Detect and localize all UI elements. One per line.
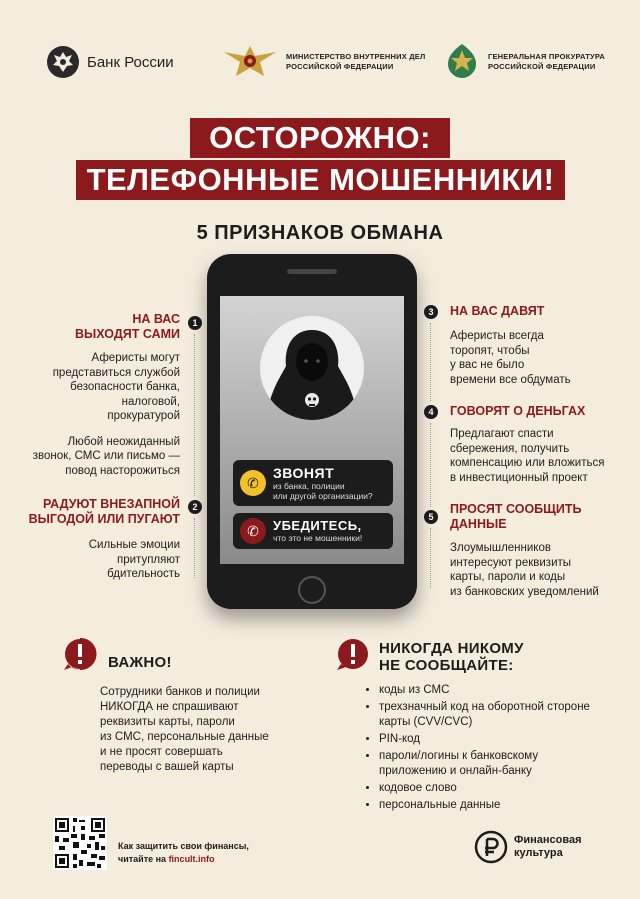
call-1-sub-2: или другой организации? <box>273 491 373 501</box>
exclamation-icon <box>62 636 98 672</box>
sign-3 <box>450 304 620 387</box>
sign-3-number: 3 <box>424 305 438 319</box>
never-tell-list <box>365 683 594 815</box>
list-item: • пароли/логины к банковскому приложению и онлайн-банку <box>379 749 594 779</box>
footer-text: Как защитить свои финансы, читайте на fincult.info <box>118 841 249 864</box>
title-line1: ОСТОРОЖНО: <box>190 118 450 158</box>
sign-1 <box>20 312 180 478</box>
sign-3-text: Аферисты всегда торопят, чтобы у вас не было времени все обдумать <box>450 330 571 386</box>
sign-5-text: Злоумышленников интересуют реквизиты карты, пароли и коды из банковских уведомлений <box>450 542 599 598</box>
sign-2-text: Сильные эмоции притупляют бдительность <box>88 539 180 580</box>
sign-3-title: НА ВАС ДАВЯТ <box>450 304 545 318</box>
sign-2 <box>20 497 180 582</box>
fincult-link[interactable]: fincult.info <box>168 854 215 864</box>
sign-1-text-1: Аферисты могут представиться службой безопасности банка, налоговой, прокуратурой <box>52 352 180 422</box>
divider-line <box>430 423 431 507</box>
sign-5 <box>450 502 620 599</box>
call-2-title: УБЕДИТЕСЬ, <box>273 518 362 533</box>
prosecutor-name: ГЕНЕРАЛЬНАЯ ПРОКУРАТУРА РОССИЙСКОЙ ФЕДЕРАЦИИ <box>488 52 606 71</box>
phone-decline-icon: ✆ <box>247 523 259 539</box>
list-item: • PIN-код <box>379 732 594 747</box>
call-2-sub: что это не мошенники! <box>273 533 363 543</box>
sign-4 <box>450 404 620 485</box>
phone-speaker <box>287 269 337 274</box>
sign-5-title: ПРОСЯТ СООБЩИТЬ ДАННЫЕ <box>450 502 582 531</box>
sign-1-text-2: Любой неожиданный звонок, СМС или письмо — повод насторожиться <box>32 435 180 477</box>
list-item: • трехзначный код на оборотной стороне карты (CVV/CVC) <box>379 700 594 730</box>
sign-2-title: РАДУЮТ ВНЕЗАПНОЙ ВЫГОДОЙ ИЛИ ПУГАЮТ <box>28 497 180 526</box>
list-item: • кодовое слово <box>379 781 594 796</box>
sign-5-number: 5 <box>424 510 438 524</box>
exclamation-icon <box>335 636 371 672</box>
list-item: • персональные данные <box>379 798 594 813</box>
sign-4-title: ГОВОРЯТ О ДЕНЬГАХ <box>450 404 586 418</box>
important-text: Сотрудники банков и полиции НИКОГДА не спрашивают реквизиты карты, пароли из СМС, персональные данные и не просят совершать переводы с вашей карты <box>100 686 269 773</box>
bank-name: Банк России <box>87 54 174 71</box>
answer-button[interactable] <box>240 470 266 496</box>
fincult-ruble-icon <box>474 830 508 864</box>
incoming-call-bar <box>233 460 393 506</box>
qr-code-icon <box>53 816 107 870</box>
divider-line <box>194 334 195 496</box>
never-tell-title: НИКОГДА НИКОМУ НЕ СООБЩАЙТЕ: <box>379 640 524 674</box>
sign-1-title: НА ВАС ВЫХОДЯТ САМИ <box>75 312 180 341</box>
important-title: ВАЖНО! <box>108 654 172 671</box>
mvd-emblem-icon <box>222 42 278 80</box>
fincult-brand: Финансовая культура <box>514 834 582 859</box>
divider-line <box>430 323 431 401</box>
mvd-name: МИНИСТЕРСТВО ВНУТРЕННИХ ДЕЛ РОССИЙСКОЙ ФЕДЕРАЦИИ <box>286 52 426 71</box>
hacker-avatar <box>260 316 364 420</box>
subtitle: 5 ПРИЗНАКОВ ОБМАНА <box>196 222 444 244</box>
title-line2: ТЕЛЕФОННЫЕ МОШЕННИКИ! <box>76 160 565 200</box>
prosecutor-emblem-icon <box>444 42 480 80</box>
divider-line <box>194 518 195 578</box>
sign-4-text: Предлагают спасти сбережения, получить компенсацию или вложиться в инвестиционный проект <box>450 428 605 484</box>
sign-1-number: 1 <box>188 316 202 330</box>
bank-of-russia-emblem-icon <box>46 45 80 79</box>
qr-code[interactable] <box>53 816 107 870</box>
call-1-sub-1: из банка, полиции <box>273 481 345 491</box>
hooded-hacker-icon <box>260 316 364 420</box>
phone-home-button <box>298 576 326 604</box>
divider-line <box>430 528 431 588</box>
verify-call-bar <box>233 513 393 549</box>
decline-button[interactable] <box>240 518 266 544</box>
sign-2-number: 2 <box>188 500 202 514</box>
call-1-title: ЗВОНЯТ <box>273 465 335 481</box>
list-item: • коды из СМС <box>379 683 594 698</box>
phone-answer-icon: ✆ <box>247 475 259 491</box>
sign-4-number: 4 <box>424 405 438 419</box>
phone-illustration <box>207 254 417 609</box>
